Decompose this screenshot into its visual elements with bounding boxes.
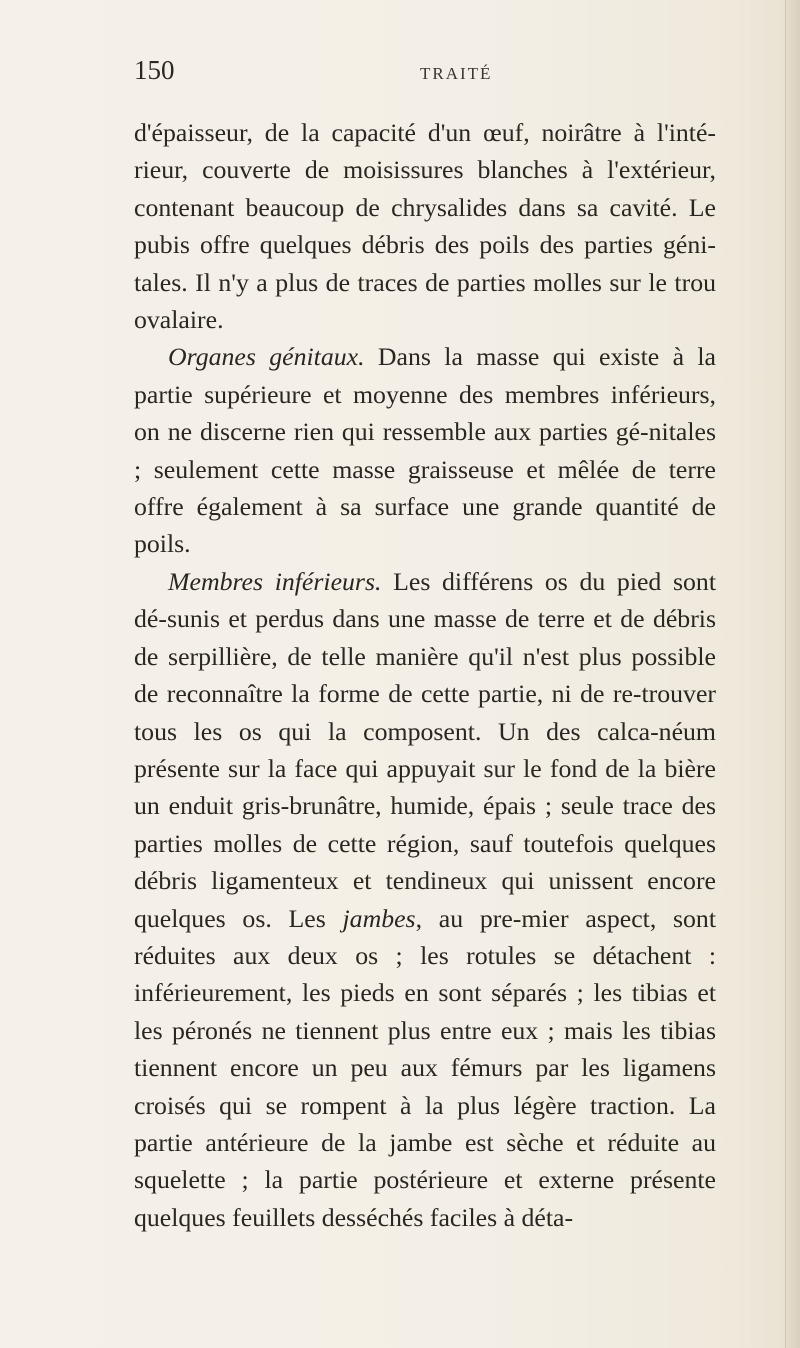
page-edge-shadow bbox=[785, 0, 800, 1348]
paragraph-3-text-before: Les différens os du pied sont dé-sunis et perdus dans une masse de terre et de débris de serpillière, de telle manière qu'il n'est plus possible de reconnaître la forme de cette partie, ni de re-trouver tous les os qui la composent. Un des calca-néum présente sur la face qui appuyait sur le fond de la bière un enduit gris-brunâtre, humide, épais ; seule trace des parties molles de cette région, sauf toutefois quelques débris ligamenteux et tendineux qui unissent encore quelques os. Les bbox=[134, 566, 716, 933]
paragraph-1-text: d'épaisseur, de la capacité d'un œuf, noirâtre à l'inté-rieur, couverte de moisissures blanches à l'extérieur, contenant beaucoup de chrysalides dans sa cavité. Le pubis offre quelques débris des poils des parties géni-tales. Il n'y a plus de traces de parties molles sur le trou ovalaire. bbox=[134, 118, 716, 335]
paragraph-2-text: Dans la masse qui existe à la partie supérieure et moyenne des membres inférieurs, on ne discerne rien qui ressemble aux parties gé-nitales ; seulement cette masse graisseuse et mêlée de terre offre également à sa surface une grande quantité de poils. bbox=[134, 342, 716, 559]
page-header bbox=[0, 55, 800, 95]
italic-jambes: jambes bbox=[342, 903, 416, 933]
paragraph-membres-inferieurs bbox=[134, 563, 716, 1236]
body-text bbox=[134, 114, 716, 1236]
paragraph-organes-genitaux bbox=[134, 338, 716, 562]
heading-organes-genitaux: Organes génitaux. bbox=[168, 342, 365, 372]
running-head: TRAITÉ bbox=[420, 64, 493, 83]
paragraph-1 bbox=[134, 114, 716, 338]
page-number: 150 bbox=[134, 55, 175, 85]
heading-membres-inferieurs: Membres inférieurs. bbox=[168, 566, 382, 596]
paragraph-3-text-after: , au pre-mier aspect, sont réduites aux deux os ; les rotules se détachent : inférieurement, les pieds en sont séparés ; les tibias et les péronés ne tiennent plus entre eux ; mais les tibias tiennent encore un peu aux fémurs par les ligamens croisés qui se rompent à la plus légère traction. La partie antérieure de la jambe est sèche et réduite au squelette ; la partie postérieure et externe présente quelques feuillets desséchés faciles à déta- bbox=[134, 903, 716, 1232]
